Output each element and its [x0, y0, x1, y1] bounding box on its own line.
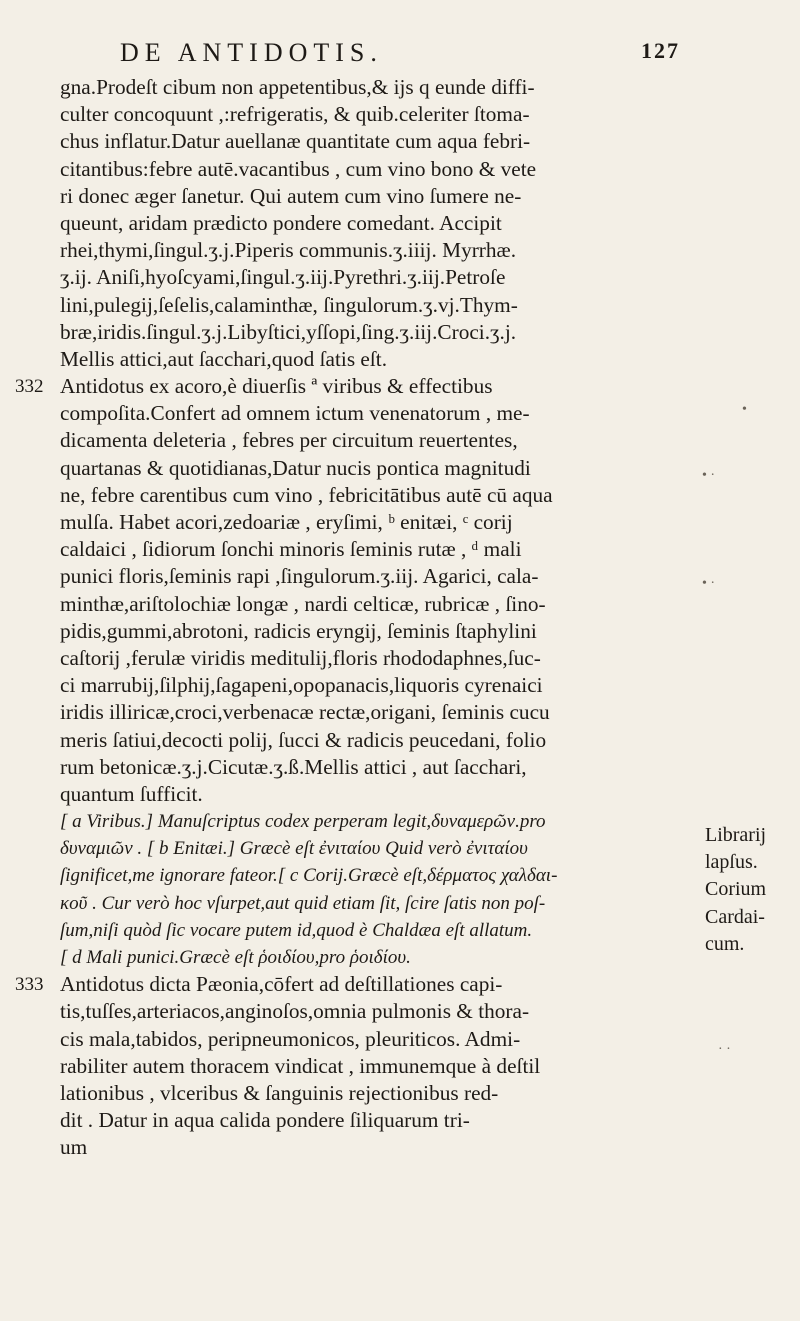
text-line: [60, 1080, 685, 1107]
annotation-line: [60, 890, 685, 917]
line-text: quartanas & quotidianas,Datur nucis pontica magnitudi: [60, 455, 531, 480]
section-number: 332: [15, 376, 44, 398]
line-text: bræ,iridis.ſingul.ʒ.j.Libyſtici,yſſopi,ſing.ʒ.iij.Croci.ʒ.j.: [60, 319, 517, 344]
line-text: κοῦ . Cur verò hoc vſurpet,aut quid etiam ſit, ſcire ſatis non poſ-: [60, 892, 546, 914]
text-line: [60, 210, 685, 237]
text-line: [15, 971, 685, 998]
margin-note: lapſus.: [705, 851, 758, 874]
margin-speck: • ·: [702, 576, 716, 591]
text-line: [60, 618, 685, 645]
text-line: [60, 536, 685, 563]
text-line: [60, 400, 685, 427]
line-text: ci marrubij,ſilphij,ſagapeni,opopanacis,liquoris cyrenaici: [60, 673, 543, 698]
line-text: Antidotus ex acoro,è diuerſis ª viribus & effectibus: [60, 374, 493, 399]
text-line: [60, 183, 685, 210]
line-text: caldaici , ſidiorum ſonchi minoris ſeminis rutæ , ᵈ mali: [60, 537, 522, 562]
text-line: [60, 74, 685, 101]
margin-note: Cardai-: [705, 905, 765, 928]
text-line: [60, 482, 685, 509]
margin-speck: · ·: [718, 1042, 731, 1057]
line-text: Mellis attici,aut ſacchari,quod ſatis eſt.: [60, 346, 388, 371]
text-line: [60, 563, 685, 590]
line-text: rum betonicæ.ʒ.j.Cicutæ.ʒ.ß.Mellis attici , aut ſacchari,: [60, 754, 527, 779]
line-text: tis,tuſſes,arteriacos,anginoſos,omnia pulmonis & thora-: [60, 999, 530, 1024]
text-line: [60, 237, 685, 264]
line-text: ʒ.ij. Aniſi,hyoſcyami,ſingul.ʒ.iij.Pyrethri.ʒ.iij.Petroſe: [60, 265, 506, 290]
line-text: [ d Mali punici.Græcè eſt ῥοιδίου,pro ῥοιδίου.: [60, 947, 411, 968]
text-line: [60, 1134, 685, 1161]
line-text: citantibus:febre autē.vacantibus , cum vino bono & vete: [60, 156, 537, 181]
line-text: cis mala,tabidos, peripneumonicos, pleuriticos. Admi-: [60, 1026, 521, 1051]
line-text: ne, febre carentibus cum vino , febricitātibus autē cū aqua: [60, 482, 553, 507]
annotation-line: [60, 917, 685, 944]
line-text: rhei,thymi,ſingul.ʒ.j.Piperis communis.ʒ.iiij. Myrrhæ.: [60, 238, 517, 263]
line-text: ſignificet,me ignorare fateor.[ c Corij.Græcè eſt,δέρματος χαλδαι-: [60, 865, 558, 887]
text-line: [60, 781, 685, 808]
text-line: [60, 672, 685, 699]
text-line: [60, 645, 685, 672]
line-text: gna.Prodeſt cibum non appetentibus,& ijs q eunde diffi-: [60, 75, 535, 99]
margin-note: Librarij: [705, 824, 767, 846]
text-line: [60, 128, 685, 155]
running-title: DE ANTIDOTIS.: [120, 38, 383, 67]
text-line: [60, 1026, 685, 1053]
line-text: ri donec æger ſanetur. Qui autem cum vino ſumere ne-: [60, 183, 522, 208]
line-text: minthæ,ariſtolochiæ longæ , nardi celticæ, rubricæ , ſino-: [60, 591, 546, 616]
annotation-line: [60, 862, 685, 889]
margin-speck: • ·: [702, 468, 716, 483]
text-line: [60, 319, 685, 346]
text-line: [60, 455, 685, 482]
line-text: ſum,niſi quòd ſic vocare putem id,quod è Chaldæa eſt allatum.: [60, 919, 533, 941]
text-line: [60, 101, 685, 128]
text-line: [60, 1053, 685, 1080]
margin-speck: •: [742, 402, 747, 417]
margin-note: Corium: [705, 878, 767, 901]
text-line: [60, 156, 685, 183]
line-text: quantum ſufficit.: [60, 781, 203, 806]
text-line: [15, 373, 685, 400]
line-text: pidis,gummi,abrotoni, radicis eryngij, ſeminis ſtaphylini: [60, 618, 537, 643]
text-line: [60, 509, 685, 536]
line-text: Antidotus dicta Pæonia,cōfert ad deſtillationes capi-: [60, 972, 503, 997]
line-text: δυναμιῶν . [ b Enitæi.] Græcè eſt ἐνιταίου Quid verò ἐνιταίου: [60, 838, 528, 860]
line-text: lationibus , vlceribus & ſanguinis rejectionibus red-: [60, 1080, 499, 1105]
text-line: [60, 998, 685, 1025]
line-text: chus inflatur.Datur auellanæ quantitate cum aqua febri-: [60, 129, 531, 154]
text-line: [60, 264, 685, 291]
page-number: 127: [641, 38, 680, 63]
line-text: lini,pulegij,ſeſelis,calaminthæ, ſingulorum.ʒ.vj.Thym-: [60, 292, 518, 317]
text-line: [60, 754, 685, 781]
text-body: [15, 74, 685, 1162]
text-line: [60, 591, 685, 618]
line-text: um: [60, 1135, 88, 1160]
line-text: dicamenta deleteria , febres per circuitum reuertentes,: [60, 428, 518, 453]
section-number: 333: [15, 974, 44, 996]
margin-notes: [705, 822, 800, 958]
line-text: dit . Datur in aqua calida pondere ſiliquarum tri-: [60, 1108, 470, 1133]
text-line: [60, 292, 685, 319]
text-line: [60, 727, 685, 754]
text-line: [60, 1107, 685, 1134]
text-line: [60, 346, 685, 373]
annotation-line: [60, 835, 685, 862]
line-text: punici floris,ſeminis rapi ,ſingulorum.ʒ.iij. Agarici, cala-: [60, 564, 539, 589]
line-text: iridis illiricæ,croci,verbenacæ rectæ,origani, ſeminis cucu: [60, 700, 550, 725]
line-text: caſtorij ,ferulæ viridis meditulij,floris rhododaphnes,ſuc-: [60, 645, 541, 670]
text-line: [60, 699, 685, 726]
line-text: queunt, aridam prædicto pondere comedant. Accipit: [60, 210, 502, 235]
margin-note: cum.: [705, 932, 745, 955]
annotation-line: [60, 944, 685, 971]
line-text: meris ſatiui,decocti polij, ſucci & radicis peucedani, folio: [60, 727, 547, 752]
annotation-line: [60, 808, 685, 835]
line-text: rabiliter autem thoracem vindicat , immunemque à deſtil: [60, 1053, 541, 1078]
text-line: [60, 427, 685, 454]
line-text: compoſita.Confert ad omnem ictum venenatorum , me-: [60, 401, 530, 426]
line-text: culter concoquunt ,:refrigeratis, & quib.celeriter ſtoma-: [60, 102, 530, 127]
line-text: [ a Viribus.] Manuſcriptus codex perperam legit,δυναμερῶν.pro: [60, 811, 546, 833]
line-text: mulſa. Habet acori,zedoariæ , eryſimi, ᵇ enitæi, ᶜ corij: [60, 510, 513, 534]
